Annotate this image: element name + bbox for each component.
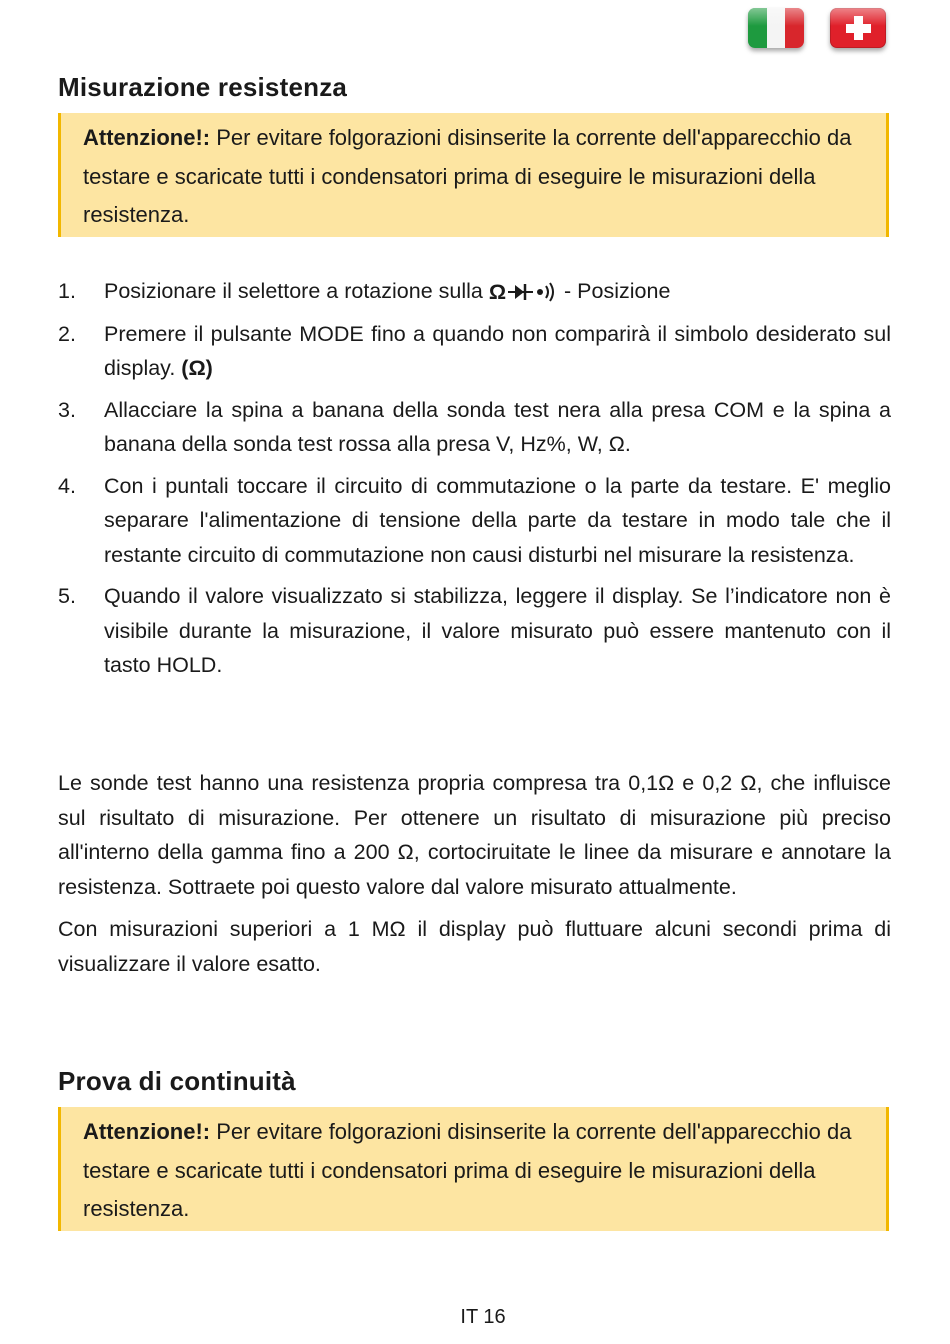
warning-label: Attenzione!: [83, 1119, 211, 1144]
warning-box-continuity [58, 1107, 889, 1231]
paragraph-high-resistance: Con misurazioni superiori a 1 MΩ il display può fluttuare alcuni secondi prima di visualizzare il valore esatto. [58, 917, 891, 976]
warning-text: Per evitare folgorazioni disinserite la corrente dell'apparecchio da testare e scaricate tutti i condensatori prima di eseguire le misurazioni della resistenza. [83, 125, 852, 227]
page-number: IT 16 [460, 1306, 506, 1328]
language-flags [748, 8, 886, 48]
section-title-continuity: Prova di continuità [58, 1066, 296, 1096]
ohm-diode-continuity-symbol: Ω [489, 275, 558, 310]
list-item: 1. Posizionare il selettore a rotazione sulla Ω - Posizione [58, 274, 891, 310]
sound-continuity-icon [536, 281, 558, 303]
list-item: 5. Quando il valore visualizzato si stabilizza, leggere il display. Se l’indicatore non è visibile durante la misurazione, il valore misurato può essere mantenuto con il tasto HOLD. [58, 584, 891, 678]
section-title-resistance: Misurazione resistenza [58, 72, 348, 102]
steps-list [58, 274, 891, 690]
paragraph-probe-resistance: Le sonde test hanno una resistenza propria compresa tra 0,1Ω e 0,2 Ω, che influisce sul risultato di misurazione. Per ottenere un risultato di misurazione più preciso all'interno della gamma fino a 200 Ω, cortociruitate le linee da misurare e annotare la resistenza. Sottraete poi questo valore dal valore misurato attualmente. [58, 771, 891, 899]
warning-text: Per evitare folgorazioni disinserite la corrente dell'apparecchio da testare e scaricate tutti i condensatori prima di eseguire le misurazioni della resistenza. [83, 1119, 852, 1221]
diode-icon [508, 281, 534, 303]
list-item: 3. Allacciare la spina a banana della sonda test nera alla presa COM e la spina a banana della sonda test rossa alla presa V, Hz%, W, Ω. [58, 397, 891, 457]
italian-flag-icon[interactable] [748, 8, 804, 48]
warning-box-resistance [58, 113, 889, 237]
notes [58, 766, 891, 981]
section-continuity [58, 1066, 891, 1097]
list-item: 2. Premere il pulsante MODE fino a quando non comparirà il simbolo desiderato sul display. (Ω) [58, 321, 891, 381]
warning-label: Attenzione!: [83, 125, 211, 150]
section-resistance [58, 72, 891, 103]
swiss-flag-icon[interactable] [830, 8, 886, 48]
list-item: 4. Con i puntali toccare il circuito di commutazione o la parte da testare. E' meglio separare l'alimentazione di tensione della parte da testare in modo tale che il restante circuito di commutazione non causi disturbi nel misurare la resistenza. [58, 473, 891, 567]
